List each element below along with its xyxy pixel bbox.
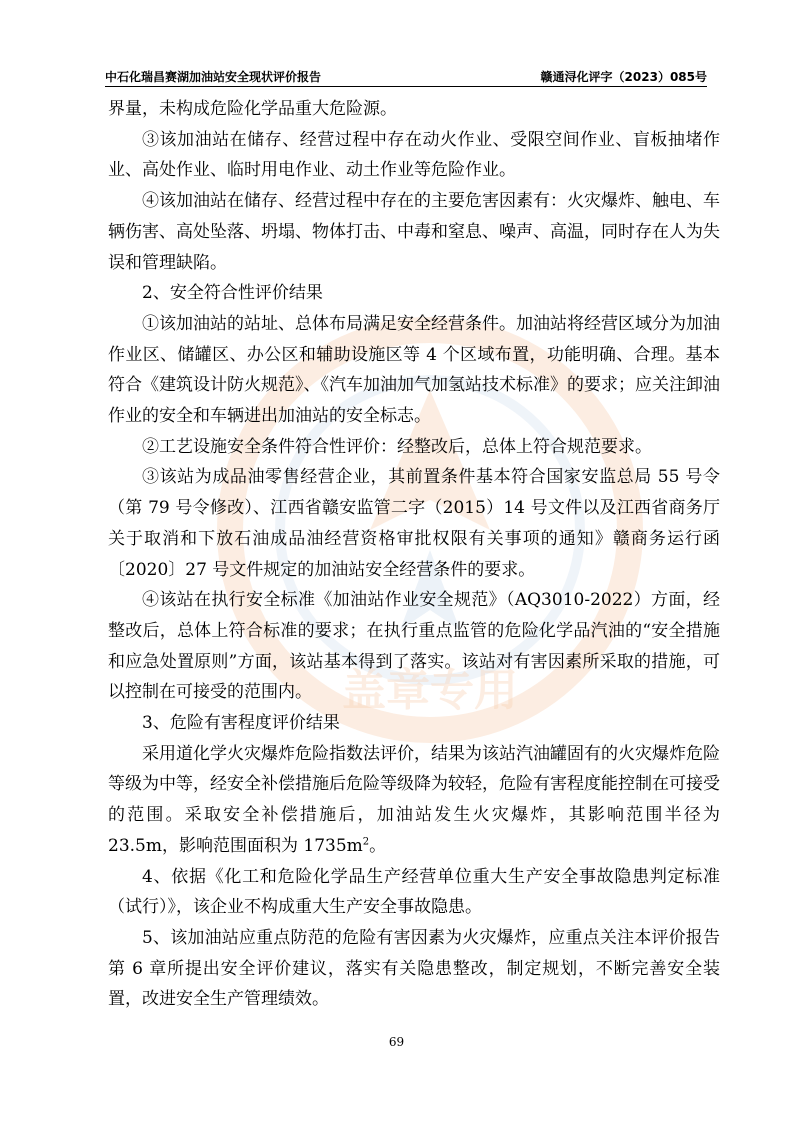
section-heading: 3、危险有害程度评价结果: [142, 713, 340, 734]
paragraph: ④该加油站在储存、经营过程中存在的主要危害因素有：火灾爆炸、触电、车辆伤害、高处坠落、坍塌、物体打击、中毒和窒息、噪声、高温，同时存在人为失误和管理缺陷。: [108, 191, 720, 273]
watermark-text: 盖章专用: [342, 665, 518, 716]
header-report-number: 赣通浔化评字（2023）085号: [540, 70, 707, 84]
paragraph: 4、依据《化工和危险化学品生产经营单位重大生产安全事故隐患判定标准（试行）》，该企业不构成重大生产安全事故隐患。: [108, 866, 720, 918]
paragraph: 5、该加油站应重点防范的危险有害因素为火灾爆炸，应重点关注本评价报告第 6 章所提出安全评价建议，落实有关隐患整改，制定规划，不断完善安全装置，改进安全生产管理绩效。: [108, 927, 720, 1010]
body-text: [108, 94, 720, 1015]
paragraph: ④该站在执行安全标准《加油站作业安全规范》（AQ3010-2022）方面，经整改后，总体上符合标准的要求；在执行重点监管的危险化学品汽油的“安全措施和应急处置原则”方面，该站基本得到了落实。该站对有害因素所采取的措施，可以控制在可接受的范围内。: [108, 590, 720, 703]
paragraph: 界量，未构成危险化学品重大危险源。: [108, 99, 397, 119]
paragraph: ②工艺设施安全条件符合性评价：经整改后，总体上符合规范要求。: [142, 436, 652, 457]
paragraph: ①该加油站的站址、总体布局满足安全经营条件。加油站将经营区域分为加油作业区、储罐区、办公区和辅助设施区等 4 个区域布置，功能明确、合理。基本符合《建筑设计防火规范》、《汽车加油加气加氢站技术标准》的要求；应关注卸油作业的安全和车辆进出加油站的安全标志。: [108, 313, 720, 427]
paragraph: ③该加油站在储存、经营过程中存在动火作业、受限空间作业、盲板抽堵作业、高处作业、临时用电作业、动土作业等危险作业。: [108, 129, 720, 181]
superscript: 2: [362, 836, 370, 848]
paragraph-suffix: 。: [369, 835, 387, 856]
page-number: 69: [388, 1035, 405, 1049]
section-heading: 2、安全符合性评价结果: [142, 283, 323, 304]
header-report-title: 中石化瑞昌赛湖加油站安全现状评价报告: [105, 70, 322, 84]
page-header: [105, 66, 707, 87]
paragraph: ③该站为成品油零售经营企业，其前置条件基本符合国家安监总局 55 号令（第 79 号令修改）、江西省赣安监管二字（2015）14 号文件以及江西省商务厅关于取消和下放石油成品油经营资格审批权限有关事项的通知》赣商务运行函〔2020〕27 号文件规定的加油站安全经营条件的要求。: [108, 467, 720, 580]
paragraph-text: 采用道化学火灾爆炸危险指数法评价，结果为该站汽油罐固有的火灾爆炸危险等级为中等，经安全补偿措施后危险等级降为较轻，危险有害程度能控制在可接受的范围。采取安全补偿措施后，加油站发生火灾爆炸，其影响范围半径为 23.5m，影响范围面积为 1735m: [108, 743, 720, 856]
paragraph: [108, 739, 720, 862]
